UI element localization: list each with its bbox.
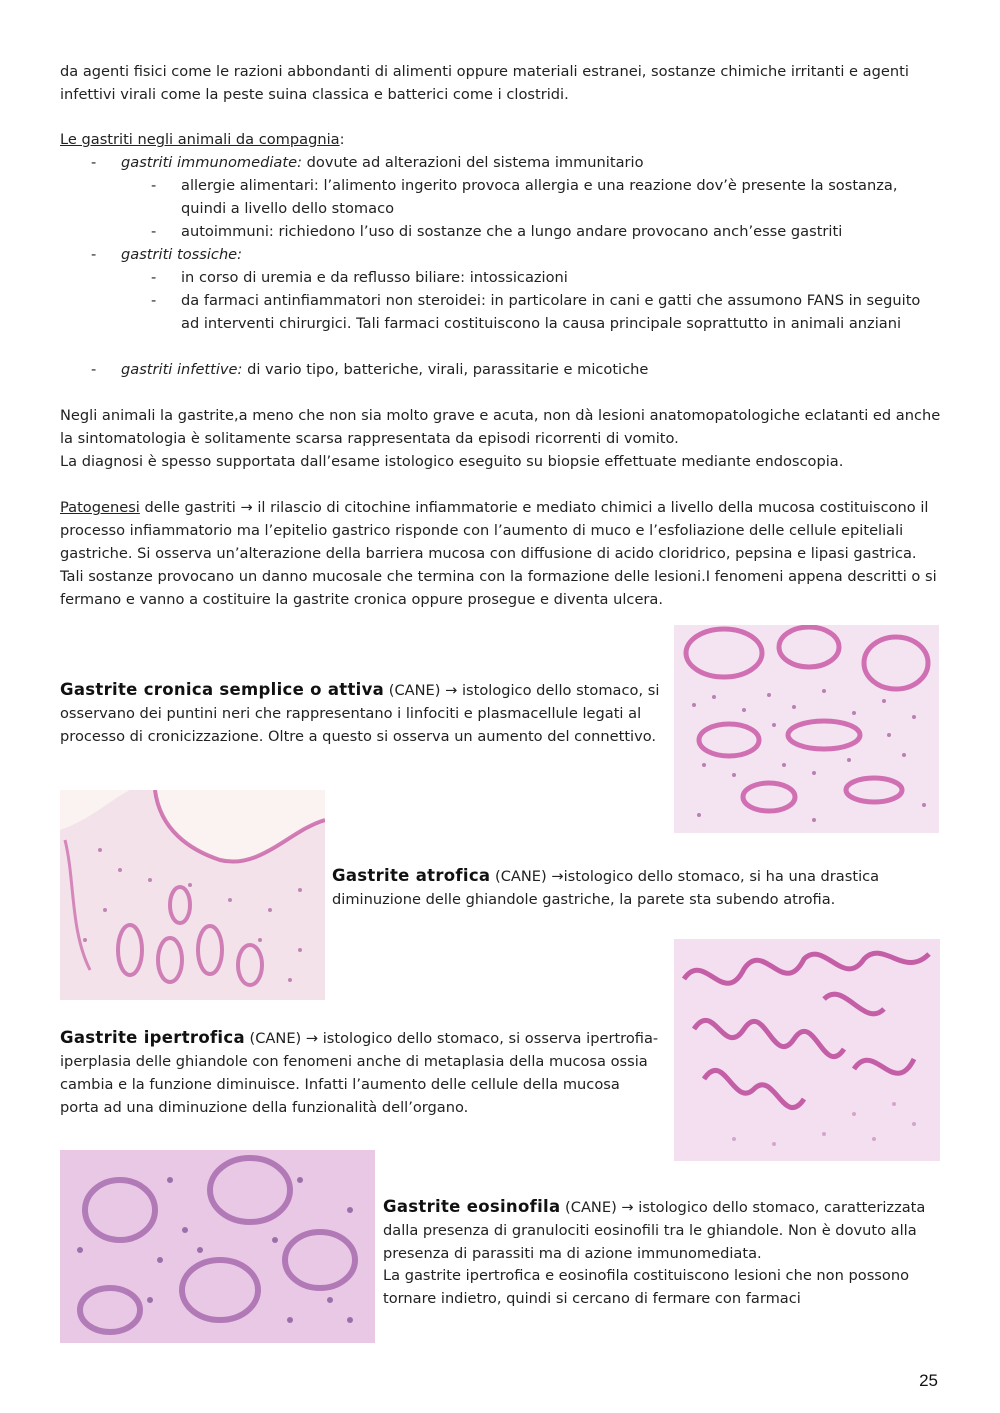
page-number: 25 — [919, 1371, 938, 1390]
histology-image-cronica — [674, 625, 939, 833]
list-item-infettive: gastriti infettive: di vario tipo, batteriche, virali, parassitarie e micotiche — [121, 361, 649, 378]
list-item-tossiche: gastriti tossiche: — [121, 246, 243, 263]
sublist-item: allergie alimentari: l’alimento ingerito provoca allergia e una reazione dov’è presente la sostanza, quindi a livello dello stomaco — [181, 177, 898, 217]
sublist-dash: - — [151, 223, 157, 240]
patogenesi-label: Patogenesi — [60, 499, 140, 516]
list-dash: - — [91, 154, 97, 171]
sublist-dash: - — [151, 292, 157, 309]
section-eosinofila: Gastrite eosinofila (CANE) → istologico dello stomaco, caratterizzata dalla presenza di granulociti eosinofili tra le ghiandole. Non è dovuto alla presenza di parassiti ma di azione immunomediata. — [383, 1197, 926, 1262]
histology-image-eosinofila — [60, 1150, 375, 1343]
section-eosinofila-title: Gastrite eosinofila — [383, 1197, 561, 1216]
diagnosis-paragraph: La diagnosi è spesso supportata dall’esame istologico eseguito su biopsie effettuate mediante endoscopia. — [60, 453, 844, 470]
section-ipertrofica-title: Gastrite ipertrofica — [60, 1028, 245, 1047]
section-cronica: Gastrite cronica semplice o attiva (CANE) → istologico dello stomaco, si osservano dei puntini neri che rappresentano i linfociti e plasmacellule legati al processo di cronicizzazione. Oltre a questo si osserva un aumento del connettivo. — [60, 680, 660, 745]
histology-image-ipertrofica — [674, 939, 940, 1161]
list-item-immunomediate: gastriti immunomediate: dovute ad alterazioni del sistema immunitario — [121, 154, 644, 171]
list-dash: - — [91, 361, 97, 378]
companion-heading-label: Le gastriti negli animali da compagnia — [60, 131, 340, 148]
patogenesi-paragraph: Patogenesi delle gastriti → il rilascio di citochine infiammatorie e mediato chimici a livello della mucosa costituiscono il processo infiammatorio ma l’epitelio gastrico risponde con l’aumento di muco e l’esfoliazione delle cellule epiteliali gastriche. Si osserva un’alterazione della barriera mucosa con diffusione di acido cloridrico, pepsina e lipasi gastrica. Tali sostanze provocano un danno mucosale che termina con la formazione delle lesioni.I fenomeni appena descritti o si fermano e vanno a costituire la gastrite cronica oppure prosegue e diventa ulcera. — [60, 499, 937, 608]
sublist-item: da farmaci antinfiammatori non steroidei: in particolare in cani e gatti che assumono FANS in seguito ad interventi chirurgici. Tali farmaci costituiscono la causa principale soprattutto in animali anziani — [181, 292, 921, 332]
intro-paragraph: da agenti fisici come le razioni abbondanti di alimenti oppure materiali estranei, sostanze chimiche irritanti e agenti infettivi virali come la peste suina classica e batterici come i clostridi. — [60, 63, 909, 103]
section-cronica-title: Gastrite cronica semplice o attiva — [60, 680, 385, 699]
sublist-item: in corso di uremia e da reflusso biliare: intossicazioni — [181, 269, 568, 286]
sublist-dash: - — [151, 269, 157, 286]
section-eosinofila-note: La gastrite ipertrofica e eosinofila costituiscono lesioni che non possono tornare indietro, quindi si cercano di fermare con farmaci — [383, 1267, 910, 1307]
section-atrofica-title: Gastrite atrofica — [332, 866, 491, 885]
section-ipertrofica: Gastrite ipertrofica (CANE) → istologico dello stomaco, si osserva ipertrofia-iperplasia delle ghiandole con fenomeni anche di metaplasia della mucosa ossia cambia e la funzione diminuisce. Infatti l’aumento delle cellule della mucosa porta ad una diminuzione della funzionalità dell’organo. — [60, 1028, 659, 1116]
companion-heading: Le gastriti negli animali da compagnia: — [60, 131, 345, 148]
section-atrofica: Gastrite atrofica (CANE) →istologico dello stomaco, si ha una drastica diminuzione delle ghiandole gastriche, la parete sta subendo atrofia. — [332, 866, 880, 908]
histology-image-atrofica — [60, 790, 325, 1000]
list-dash: - — [91, 246, 97, 263]
sublist-item: autoimmuni: richiedono l’uso di sostanze che a lungo andare provocano anch’esse gastriti — [181, 223, 843, 240]
sublist-dash: - — [151, 177, 157, 194]
symptoms-paragraph: Negli animali la gastrite,a meno che non sia molto grave e acuta, non dà lesioni anatomopatologiche eclatanti ed anche la sintomatologia è solitamente scarsa rappresentata da episodi ricorrenti di vomito. — [60, 407, 941, 447]
